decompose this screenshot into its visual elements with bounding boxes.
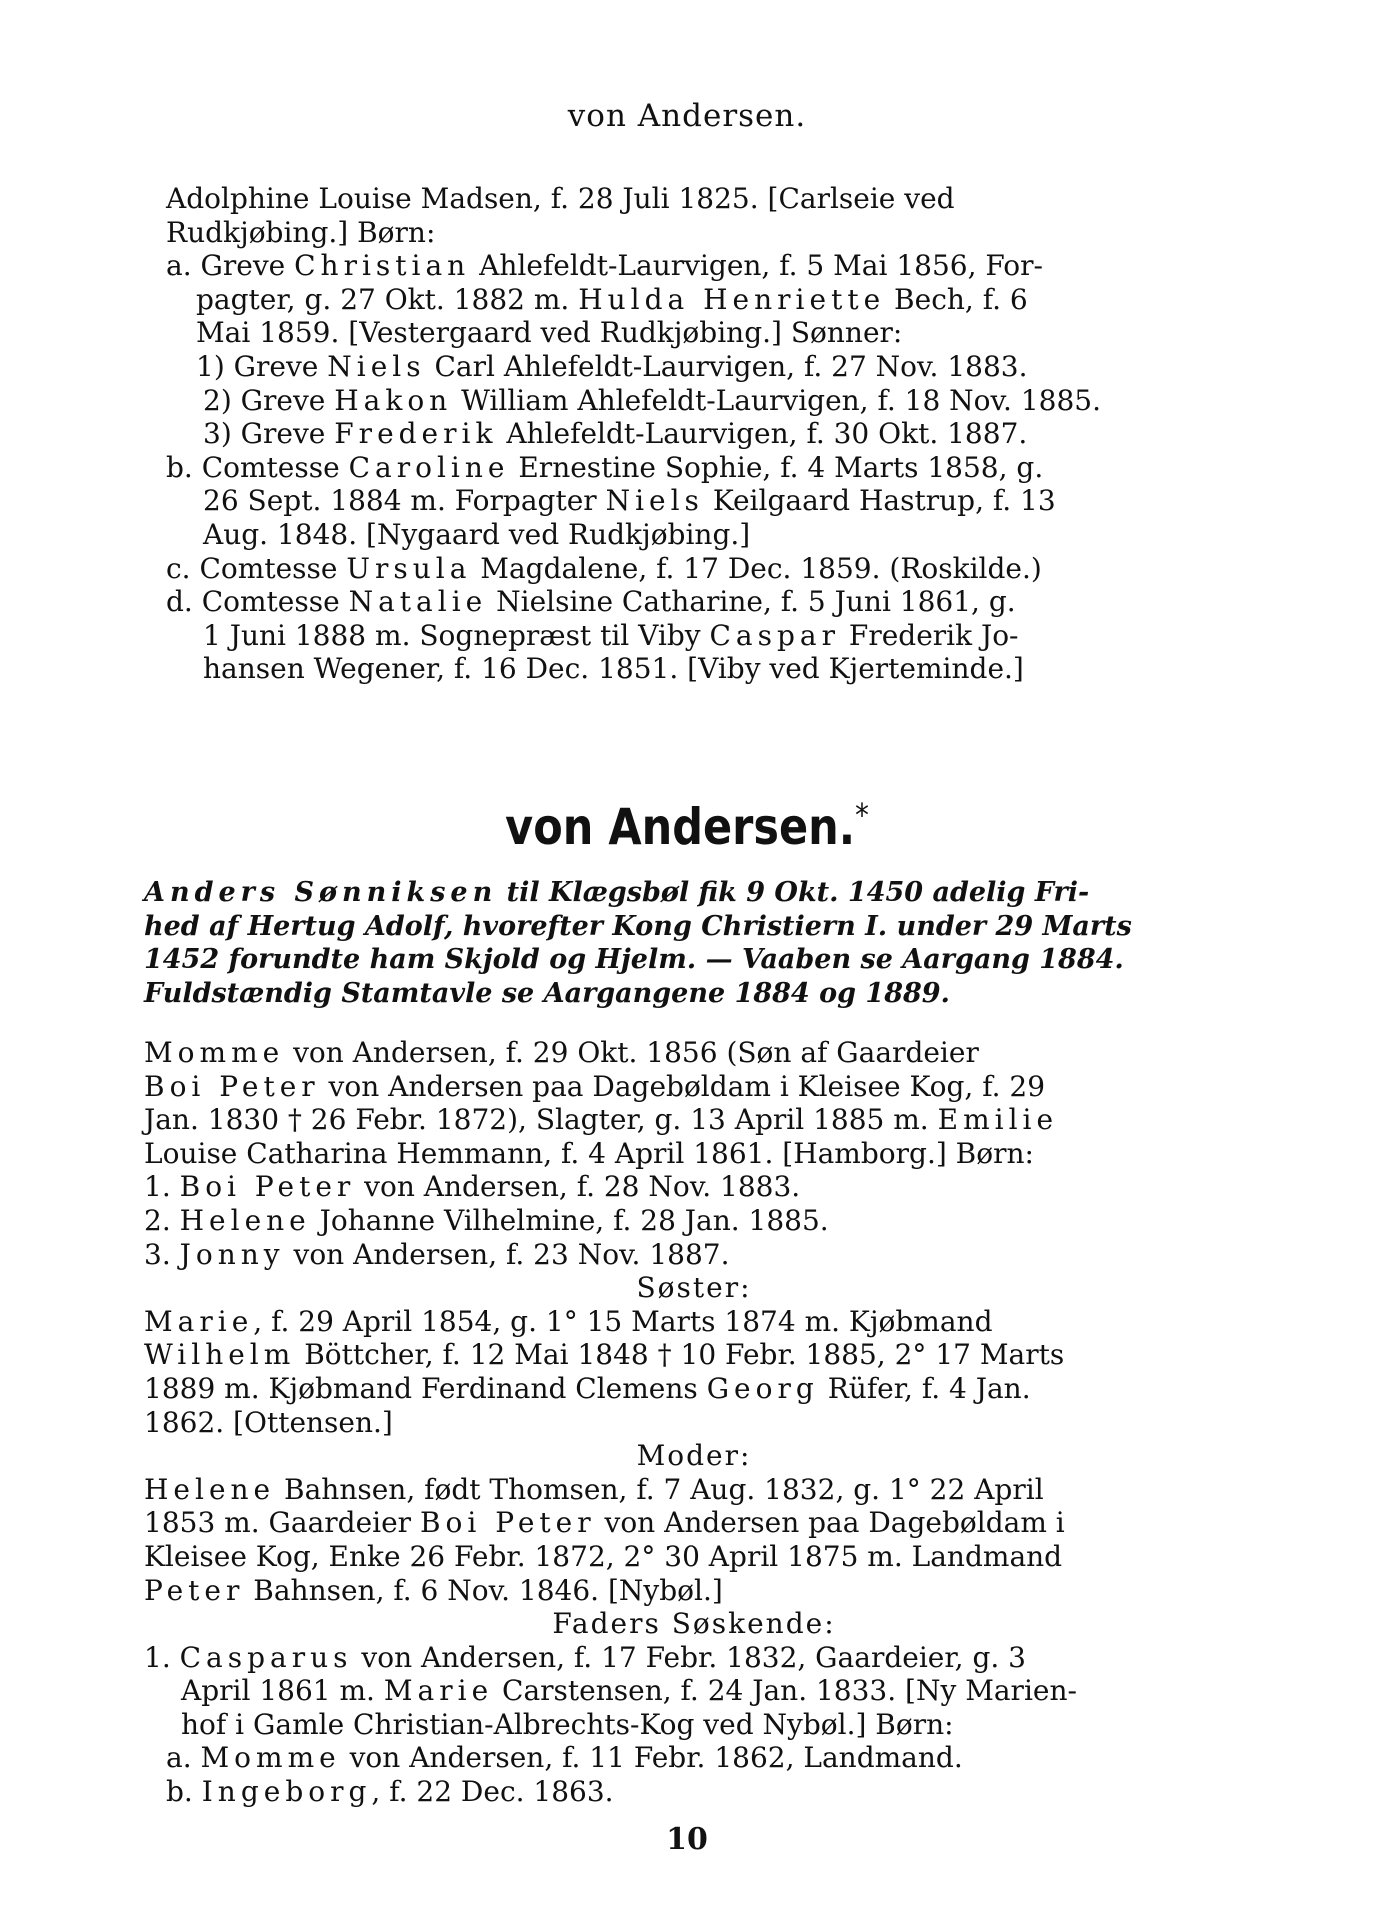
- text-line: b. Ingeborg, f. 22 Dec. 1863.: [166, 1775, 614, 1809]
- text-line: b. Comtesse Caroline Ernestine Sophie, f. 4 Marts 1858, g.: [166, 450, 1044, 484]
- block-1: [166, 182, 1246, 686]
- text-line: Helene Bahnsen, født Thomsen, f. 7 Aug. 1832, g. 1° 22 April: [144, 1472, 1044, 1506]
- text-line: 1) Greve Niels Carl Ahlefeldt-Laurvigen, f. 27 Nov. 1883.: [196, 349, 1028, 383]
- text-line: 1 Juni 1888 m. Sognepræst til Viby Caspar Frederik Jo-: [203, 618, 1019, 652]
- text-line: 1452 forundte ham Skjold og Hjelm. — Vaaben se Aargang 1884.: [144, 944, 1124, 976]
- text-line: Anders Sønniksen til Klægsbøl fik 9 Okt. 1450 adelig Fri-: [144, 877, 1090, 908]
- text-line: 1. Casparus von Andersen, f. 17 Febr. 1832, Gaardeier, g. 3: [144, 1640, 1026, 1674]
- text-line: pagter, g. 27 Okt. 1882 m. Hulda Henriette Bech, f. 6: [196, 282, 1028, 316]
- text-line: hansen Wegener, f. 16 Dec. 1851. [Viby ved Kjerteminde.]: [203, 652, 1024, 686]
- text-line: 2. Helene Johanne Vilhelmine, f. 28 Jan. 1885.: [144, 1203, 829, 1237]
- footnote-mark: *: [855, 796, 869, 834]
- text-line: d. Comtesse Natalie Nielsine Catharine, f. 5 Juni 1861, g.: [166, 585, 1016, 619]
- text-line: 2) Greve Hakon William Ahlefeldt-Laurvigen, f. 18 Nov. 1885.: [203, 383, 1101, 417]
- text-line: 1. Boi Peter von Andersen, f. 28 Nov. 1883.: [144, 1170, 801, 1204]
- section-title-text: von Andersen.: [505, 798, 856, 856]
- running-head: von Andersen.: [567, 98, 807, 134]
- page-number: 10: [666, 1822, 708, 1857]
- text-line: hed af Hertug Adolf, hvorefter Kong Christiern I. under 29 Marts: [144, 910, 1132, 942]
- block-2: [144, 1036, 1244, 1809]
- intro-paragraph: [144, 876, 1244, 1010]
- section-title: [96, 796, 1278, 856]
- text-line: 26 Sept. 1884 m. Forpagter Niels Keilgaard Hastrup, f. 13: [203, 484, 1056, 518]
- text-line: Mai 1859. [Vestergaard ved Rudkjøbing.] Sønner:: [196, 316, 903, 350]
- text-line: a. Momme von Andersen, f. 11 Febr. 1862, Landmand.: [166, 1741, 963, 1775]
- soster-heading: Søster:: [636, 1271, 752, 1305]
- text-line: Louise Catharina Hemmann, f. 4 April 1861. [Hamborg.] Børn:: [144, 1136, 1034, 1170]
- text-line: c. Comtesse Ursula Magdalene, f. 17 Dec. 1859. (Roskilde.): [166, 551, 1042, 585]
- text-line: April 1861 m. Marie Carstensen, f. 24 Jan. 1833. [Ny Marien-: [181, 1674, 1077, 1708]
- faders-soskende-heading: Faders Søskende:: [552, 1607, 836, 1641]
- text-line: Fuldstændig Stamtavle se Aargangene 1884 og 1889.: [144, 977, 950, 1009]
- text-line: Aug. 1848. [Nygaard ved Rudkjøbing.]: [203, 517, 751, 551]
- text-line: Peter Bahnsen, f. 6 Nov. 1846. [Nybøl.]: [144, 1573, 723, 1607]
- text-line: 1862. [Ottensen.]: [144, 1405, 393, 1439]
- text-line: hof i Gamle Christian-Albrechts-Kog ved Nybøl.] Børn:: [181, 1707, 954, 1741]
- text-line: Wilhelm Böttcher, f. 12 Mai 1848 † 10 Febr. 1885, 2° 17 Marts: [144, 1338, 1065, 1372]
- text-line: a. Greve Christian Ahlefeldt-Laurvigen, f. 5 Mai 1856, For-: [166, 249, 1043, 283]
- text-line: Adolphine Louise Madsen, f. 28 Juli 1825. [Carlseie ved: [166, 182, 955, 215]
- text-line: Kleisee Kog, Enke 26 Febr. 1872, 2° 30 April 1875 m. Landmand: [144, 1539, 1063, 1573]
- text-line: 3. Jonny von Andersen, f. 23 Nov. 1887.: [144, 1237, 730, 1271]
- text-line: 3) Greve Frederik Ahlefeldt-Laurvigen, f. 30 Okt. 1887.: [203, 417, 1028, 451]
- text-line: Momme von Andersen, f. 29 Okt. 1856 (Søn af Gaardeier: [144, 1036, 979, 1069]
- text-line: 1889 m. Kjøbmand Ferdinand Clemens Georg Rüfer, f. 4 Jan.: [144, 1371, 1031, 1405]
- text-line: Boi Peter von Andersen paa Dagebøldam i Kleisee Kog, f. 29: [144, 1069, 1046, 1103]
- text-line: 1853 m. Gaardeier Boi Peter von Andersen paa Dagebøldam i: [144, 1506, 1065, 1540]
- text-line: Rudkjøbing.] Børn:: [166, 215, 436, 249]
- text-line: Marie, f. 29 April 1854, g. 1° 15 Marts 1874 m. Kjøbmand: [144, 1304, 993, 1338]
- text-line: Jan. 1830 † 26 Febr. 1872), Slagter, g. 13 April 1885 m. Emilie: [144, 1103, 1059, 1137]
- moder-heading: Moder:: [636, 1439, 752, 1473]
